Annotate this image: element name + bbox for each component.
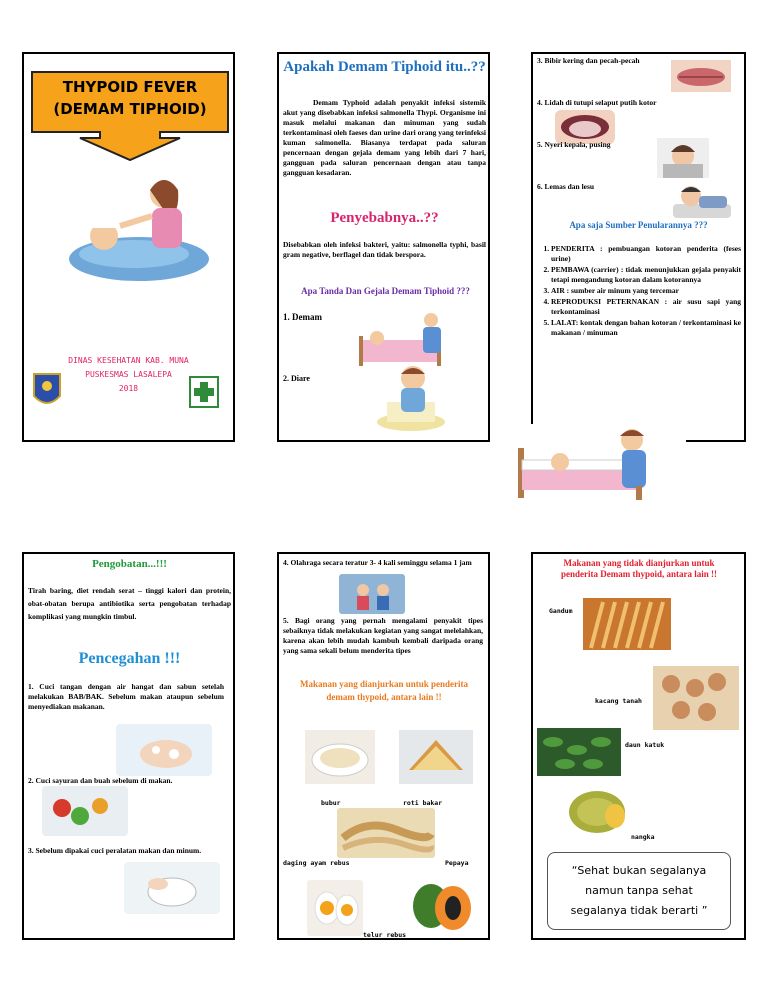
source-item: 5. LALAT: kontak dengan bahan kotoran / terkontaminasi ke makanan / minuman <box>551 318 741 338</box>
label-jackfruit: nangka <box>631 833 655 841</box>
panel-definition <box>277 52 490 442</box>
muna-regency-logo <box>32 372 62 410</box>
cover-title-line2: (DEMAM TIPHOID) <box>53 100 207 118</box>
org-year: 2018 <box>118 384 139 393</box>
papaya-image <box>409 880 477 932</box>
sick-child-illustration <box>64 164 214 284</box>
prevention-exercise: 4. Olahraga secara teratur 3- 4 kali seminggu selama 1 jam <box>283 558 472 567</box>
boiled-egg-image <box>307 880 363 936</box>
porridge-image <box>305 730 375 784</box>
toilet-child-illustration <box>361 362 471 434</box>
source-item: 2. PEMBAWA (carrier) : tidak menunjukkan gejala penyakit tetapi mengandung kotoran dalam kotorannya <box>551 265 741 285</box>
org-name: DINAS KESEHATAN KAB. MUNA <box>68 356 189 365</box>
panel-treatment <box>22 552 235 940</box>
mother-child-bed-illustration <box>512 424 686 502</box>
recommended-food-heading: Makanan yang dianjurkan untuk penderita demam thypoid, antara lain !! <box>299 679 469 702</box>
toast-image <box>399 730 473 784</box>
source-item: 4. REPRODUKSI PETERNAKAN : air susu sapi yang terkontaminasi <box>551 297 741 317</box>
symptom-lips: 3. Bibir kering dan pecah-pecah <box>537 56 640 65</box>
peanut-image <box>653 666 739 730</box>
label-papaya: Pepaya <box>445 859 469 867</box>
label-wheat: Gandum <box>549 607 573 615</box>
definition-paragraph: Demam Typhoid adalah penyakit infeksi sistemik akut yang disebabkan infeksi salmonella Thypi. Organisme ini masuk melalui makanan dan minuman yang sudah terkontaminasi oleh faeses dan urine dari orang yang terinfeksi kuman salmonella. Biasanya terdapat pada saluran pencernaan dengan gejala demam yang lebih dari 7 hari, gangguan pada saluran pencernaan dengan atau tanpa gangguan kesadaran. <box>283 98 486 177</box>
source-list <box>537 244 741 339</box>
coated-tongue-image <box>555 110 615 144</box>
wheat-image <box>583 598 671 650</box>
panel-prevention-food <box>277 552 490 940</box>
label-toast: roti bakar <box>403 799 443 807</box>
symptom-weakness: 6. Lemas dan lesu <box>537 182 595 191</box>
treatment-text: Tirah baring, diet rendah serat – tinggi kalori dan protein, obat-obatan berupa antibiotika serta pengobatan terhadap komplikasi yang mungkin timbul. <box>28 586 231 621</box>
org-puskesmas: PUSKESMAS LASALEPA <box>85 370 172 379</box>
prevention-wash-food: 2. Cuci sayuran dan buah sebelum di makan. <box>28 776 173 785</box>
health-quote-box <box>547 852 731 930</box>
handwash-image <box>116 724 212 776</box>
symptom-headache: 5. Nyeri kepala, pusing <box>537 140 611 149</box>
prevention-wash-utensils: 3. Sebelum dipakai cuci peralatan makan dan minum. <box>28 846 202 855</box>
exercise-image <box>339 574 405 614</box>
label-chicken: daging ayam rebus <box>283 859 350 867</box>
wash-vegetables-image <box>42 786 128 836</box>
fever-bed-illustration <box>359 310 479 370</box>
tired-man-image <box>669 178 735 220</box>
definition-heading: Apakah Demam Tiphoid itu..?? <box>283 59 486 75</box>
panel-symptoms-sources <box>531 52 746 442</box>
panel-cover <box>22 52 235 442</box>
cause-text: Disebabkan oleh infeksi bakteri, yaitu: salmonella typhi, basil gram negative, berflagel dan tidak berspora. <box>283 240 486 259</box>
label-katuk: daun katuk <box>625 741 665 749</box>
dry-lips-image <box>671 60 731 92</box>
prevention-handwash: 1. Cuci tangan dengan air hangat dan sabun setelah melakukan BAB/BAK. Sebelum makan ataupun sebelum menyediakan makanan. <box>28 682 224 711</box>
prevention-heading: Pencegahan !!! <box>78 650 181 667</box>
symptom-fever: 1. Demam <box>283 312 322 322</box>
label-peanut: kacang tanah <box>595 697 642 705</box>
source-heading: Apa saja Sumber Penularannya ??? <box>569 220 708 230</box>
symptom-heading: Apa Tanda Dan Gejala Demam Tiphoid ??? <box>301 286 470 296</box>
cover-title-line1: THYPOID FEVER <box>62 78 198 96</box>
health-quote: “Sehat bukan segalanya namun tanpa sehat segalanya tidak berarti ” <box>570 864 708 917</box>
symptom-diarrhea: 2. Diare <box>283 374 310 383</box>
source-item: 3. AIR : sumber air minum yang tercemar <box>551 286 741 296</box>
jackfruit-image <box>557 786 631 836</box>
panel-avoid-food <box>531 552 746 940</box>
source-item: 1. PENDERITA : pembuangan kotoran penderita (feses urine) <box>551 244 741 264</box>
puskesmas-cross-logo <box>189 376 219 408</box>
wash-dishes-image <box>124 862 220 914</box>
cause-heading: Penyebabnya..?? <box>330 210 439 226</box>
boiled-chicken-image <box>337 808 435 858</box>
label-porridge: bubur <box>321 799 341 807</box>
symptom-tongue: 4. Lidah di tutupi selaput putih kotor <box>537 98 657 107</box>
katuk-leaf-image <box>537 728 621 776</box>
headache-image <box>657 138 709 178</box>
label-egg: telur rebus <box>363 931 407 939</box>
prevention-rest: 5. Bagi orang yang pernah mengalami penyakit tipes sebaiknya tidak melakukan kegiatan yang sangat melelahkan, karena akan lebih mudah kambuh kembali daripada orang yang sama sekali belum menderita tipes <box>283 616 483 655</box>
avoid-food-heading: Makanan yang tidak dianjurkan untuk penderita Demam thypoid, antara lain !! <box>561 558 717 579</box>
treatment-heading: Pengobatan...!!! <box>92 558 167 570</box>
